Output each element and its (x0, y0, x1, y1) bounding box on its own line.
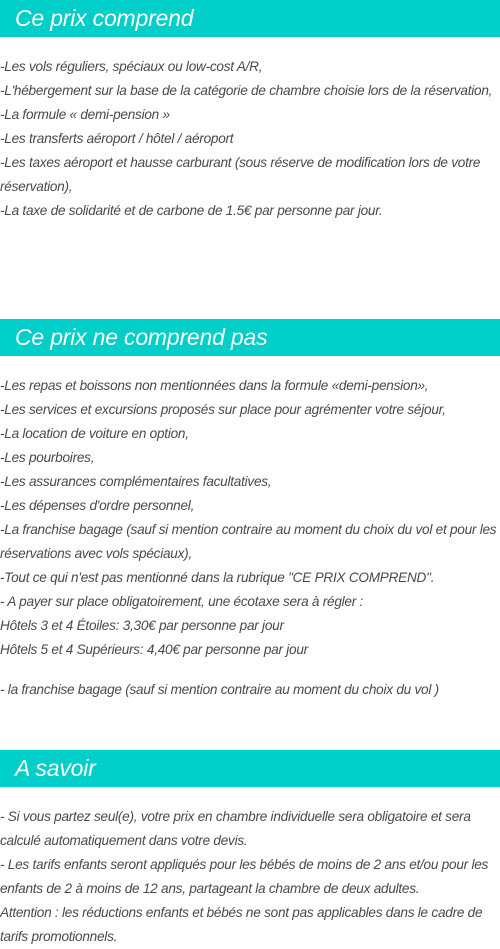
list-item: -La location de voiture en option, (0, 426, 189, 441)
section-title-not-included: Ce prix ne comprend pas (15, 324, 268, 350)
list-item: -Les pourboires, (0, 450, 95, 465)
list-item: - Les tarifs enfants seront appliqués pour les bébés de moins de 2 ans et/ou pour les enfants de 2 à moins de 12 ans, partageant la chambre de deux adultes. (0, 857, 489, 896)
list-item: -La franchise bagage (sauf si mention contraire au moment du choix du vol et pour les réservations avec vols spéciaux), (0, 522, 497, 561)
list-item: -La taxe de solidarité et de carbone de 1.5€ par personne par jour. (0, 203, 383, 218)
list-item: -Les repas et boissons non mentionnées dans la formule «demi-pension», (0, 378, 429, 393)
list-item: -Les services et excursions proposés sur place pour agrémenter votre séjour, (0, 402, 446, 417)
list-item: - la franchise bagage (sauf si mention contraire au moment du choix du vol ) (0, 682, 439, 697)
list-item: Attention : les réductions enfants et bébés ne sont pas applicables dans le cadre de tarifs promotionnels. (0, 905, 483, 944)
list-item: -Les taxes aéroport et hausse carburant (sous réserve de modification lors de votre réservation), (0, 155, 481, 194)
list-item: Hôtels 3 et 4 Étoiles: 3,30€ par personne par jour (0, 618, 284, 633)
section-title-good-to-know: A savoir (15, 755, 96, 781)
not-included-list (0, 374, 500, 702)
list-item: -Tout ce qui n'est pas mentionné dans la rubrique "CE PRIX COMPREND". (0, 570, 435, 585)
included-list (0, 55, 500, 223)
good-to-know-list (0, 805, 500, 949)
list-item: -Les vols réguliers, spéciaux ou low-cost A/R, (0, 59, 263, 74)
list-item: Hôtels 5 et 4 Supérieurs: 4,40€ par personne par jour (0, 642, 308, 657)
list-item: - Si vous partez seul(e), votre prix en chambre individuelle sera obligatoire et sera calculé automatiquement dans votre devis. (0, 809, 471, 848)
list-item: -Les dépenses d'ordre personnel, (0, 498, 195, 513)
list-item: -L'hébergement sur la base de la catégorie de chambre choisie lors de la réservation, (0, 83, 493, 98)
spacer (0, 662, 500, 678)
list-item: -La formule « demi-pension » (0, 107, 170, 122)
section-header-not-included (0, 319, 500, 356)
section-header-good-to-know (0, 750, 500, 787)
list-item: -Les transferts aéroport / hôtel / aéroport (0, 131, 234, 146)
section-header-included (0, 0, 500, 37)
list-item: - A payer sur place obligatoirement, une écotaxe sera à régler : (0, 594, 364, 609)
section-title-included: Ce prix comprend (15, 5, 194, 31)
list-item: -Les assurances complémentaires facultatives, (0, 474, 272, 489)
